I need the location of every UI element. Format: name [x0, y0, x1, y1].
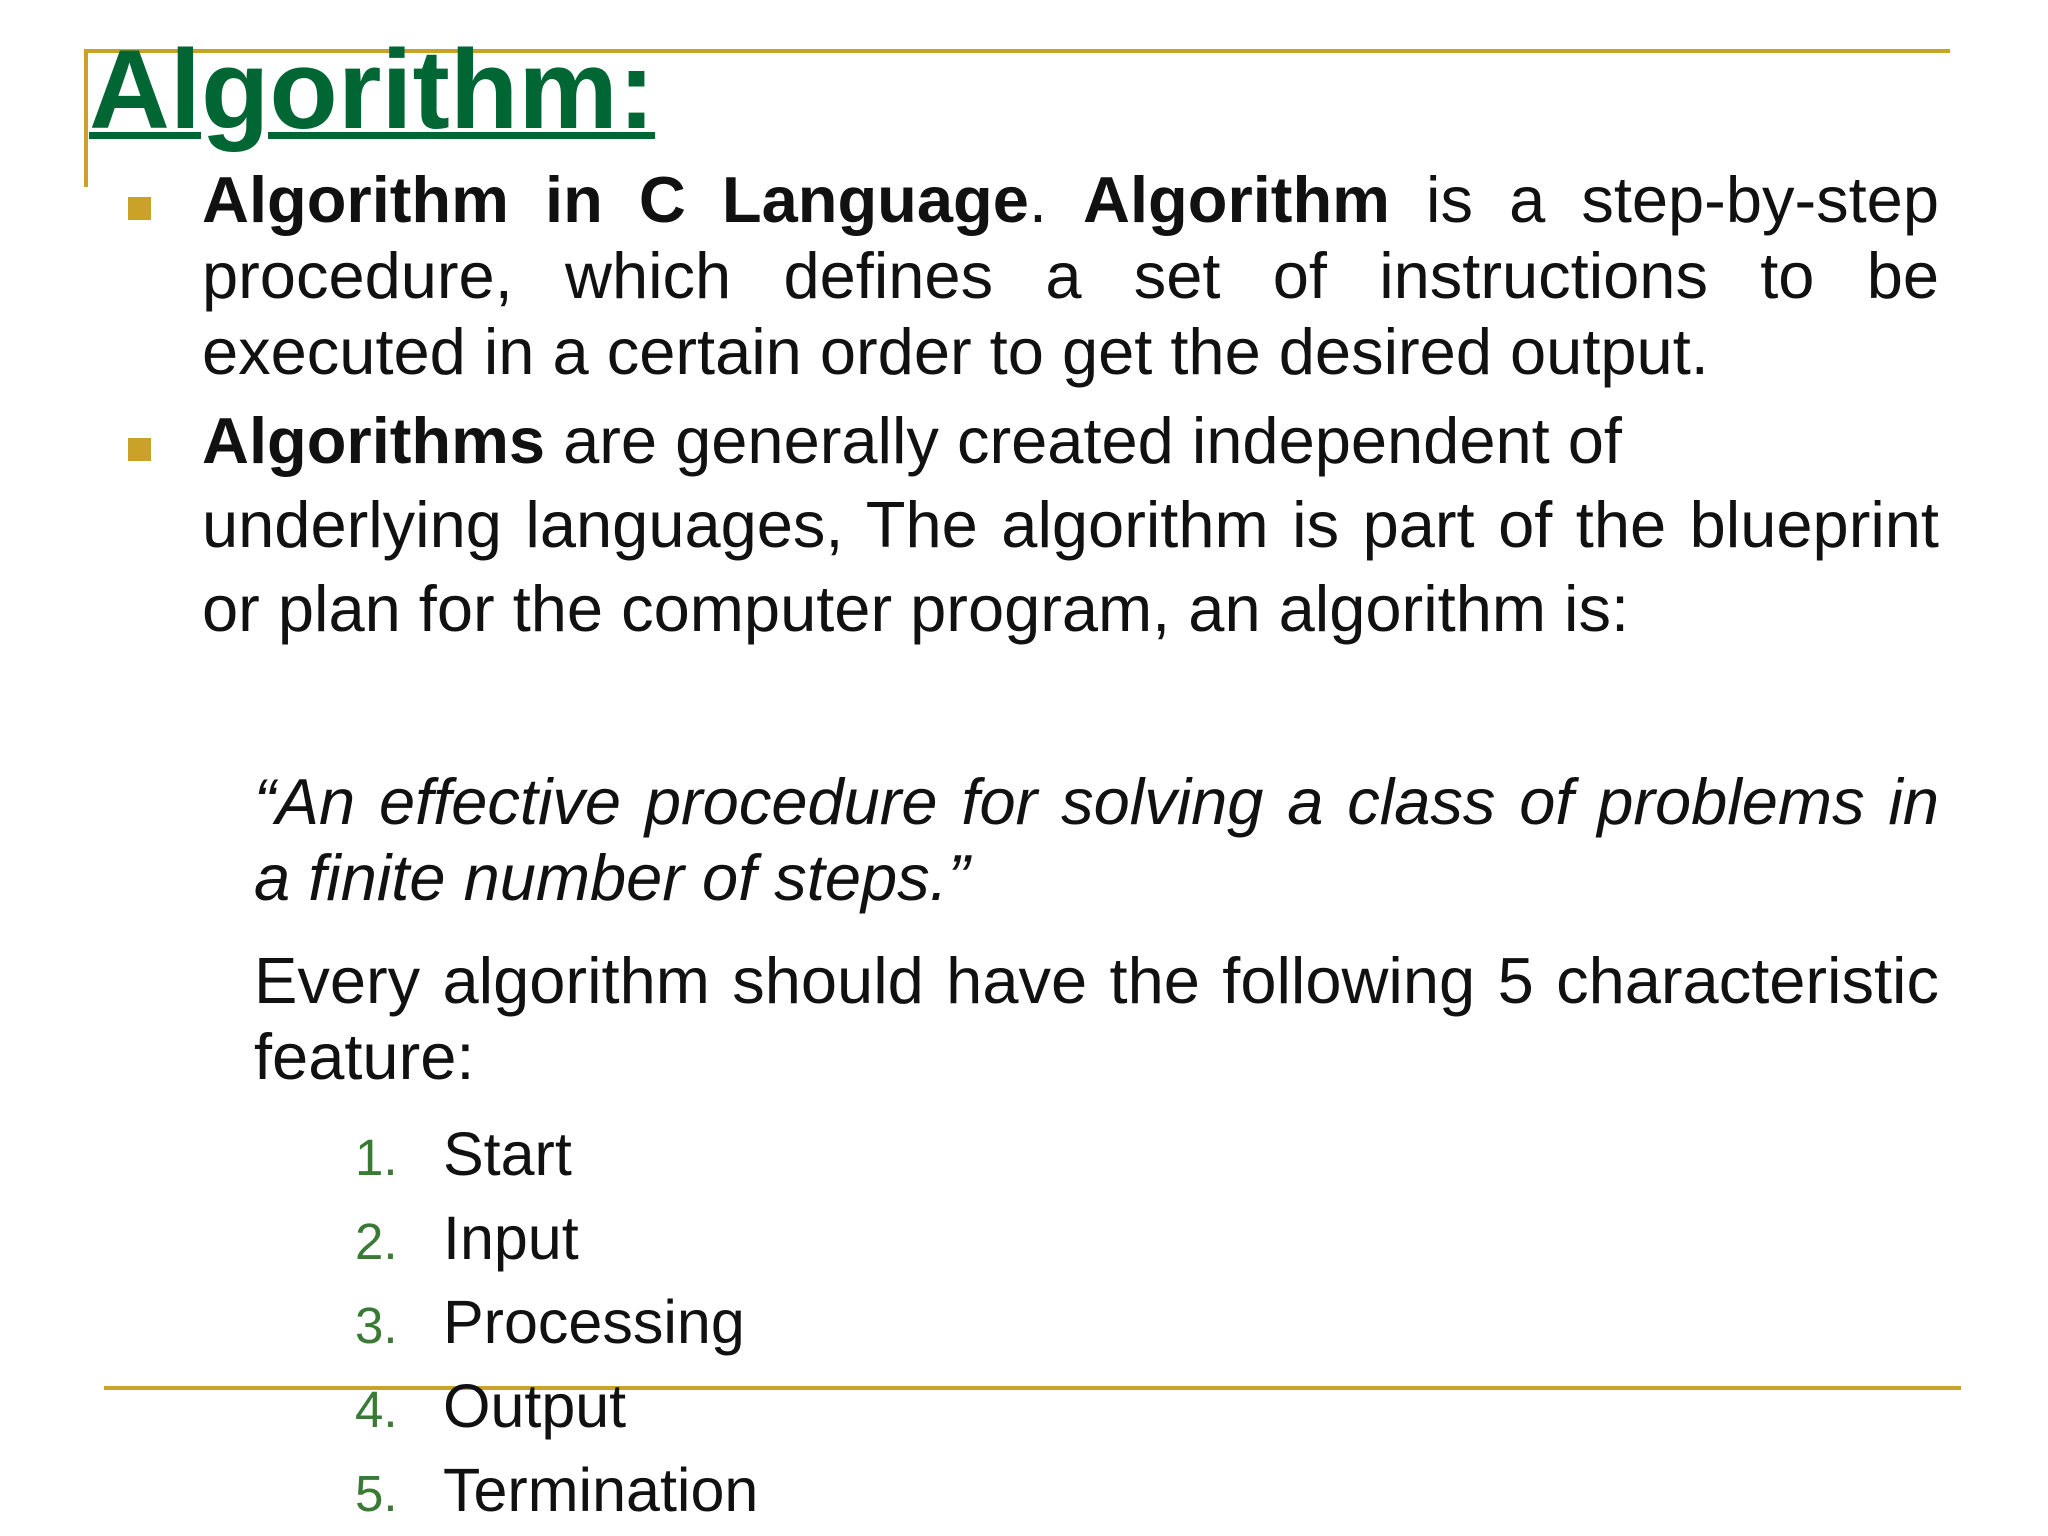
list-item — [355, 1364, 758, 1448]
independent-text: are generally created independent of — [545, 404, 1622, 477]
term-algorithms: Algorithms — [202, 404, 546, 477]
list-label: Output — [443, 1372, 627, 1440]
list-label: Start — [443, 1120, 572, 1188]
list-number: 1. — [355, 1129, 398, 1186]
features-intro: Every algorithm should have the following 5 characteristic feature: — [254, 944, 1939, 1093]
paragraph-algorithm-definition — [202, 162, 1939, 390]
list-number: 5. — [355, 1465, 398, 1522]
paragraph-algorithms-independent — [202, 399, 1939, 651]
slide-title: Algorithm: — [89, 27, 656, 152]
list-label: Input — [443, 1204, 579, 1272]
list-number: 3. — [355, 1297, 398, 1354]
list-number: 2. — [355, 1213, 398, 1270]
bullet-square-icon — [128, 197, 151, 220]
features-list — [355, 1112, 758, 1532]
term-algorithm-in-c: Algorithm in C Language — [202, 163, 1029, 236]
list-item — [355, 1112, 758, 1196]
bullet-square-icon — [128, 438, 151, 461]
quote-definition: “An effective procedure for solving a class of problems in a finite number of steps.” — [254, 765, 1939, 914]
term-algorithm: Algorithm — [1083, 163, 1390, 236]
list-number: 4. — [355, 1381, 398, 1438]
list-item — [355, 1196, 758, 1280]
blueprint-text: underlying languages, The algorithm is part of the blueprint or plan for the computer program, an algorithm is: — [202, 488, 1939, 645]
list-item — [355, 1448, 758, 1532]
list-label: Termination — [443, 1456, 759, 1524]
definition-text: is a step-by-step procedure, which defines a set of instructions to be executed in a certain order to get the desired output. — [202, 163, 1939, 388]
frame-left-rule — [84, 49, 88, 187]
list-item — [355, 1280, 758, 1364]
separator: . — [1028, 163, 1084, 236]
list-label: Processing — [443, 1288, 745, 1356]
